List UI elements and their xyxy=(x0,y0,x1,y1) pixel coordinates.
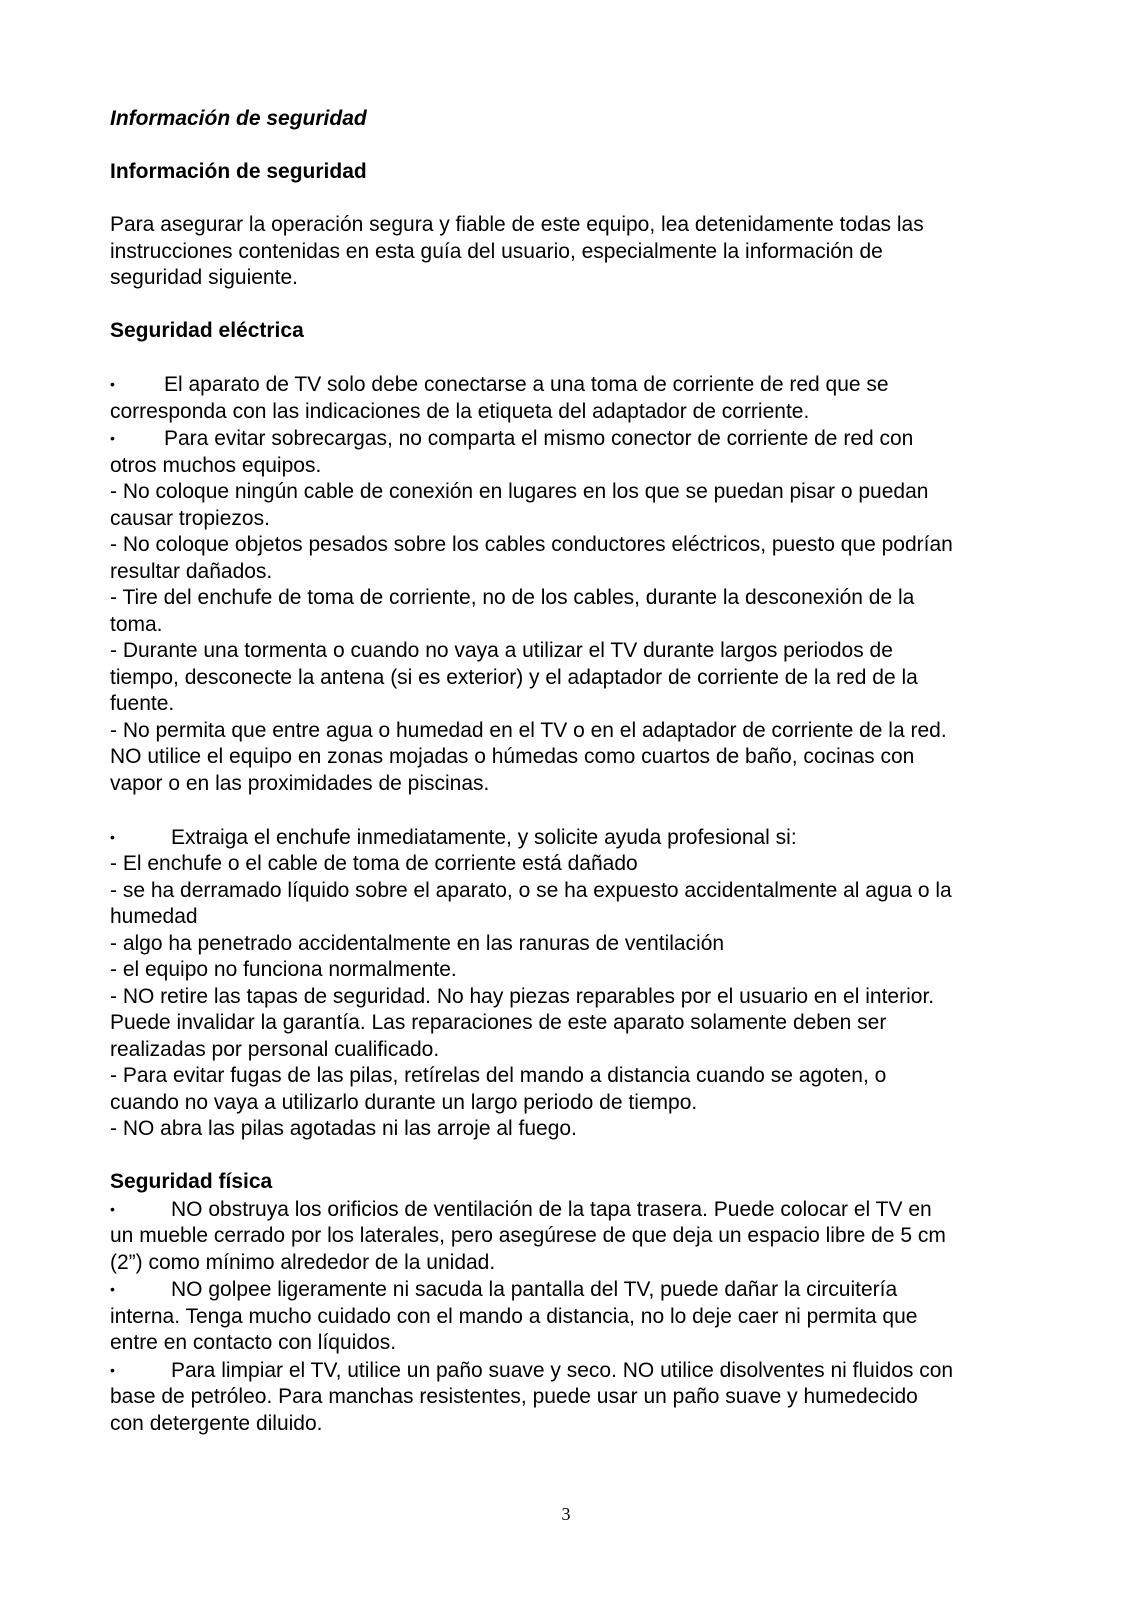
bullet-icon: • xyxy=(110,1200,115,1217)
section-heading: Información de seguridad xyxy=(110,160,367,183)
text-line: - Durante una tormenta o cuando no vaya a utilizar el TV durante largos periodos de xyxy=(110,639,893,662)
bullet-text: Para evitar sobrecargas, no comparta el mismo conector de corriente de red con xyxy=(164,427,914,450)
spacer xyxy=(110,345,1040,372)
text-line: humedad xyxy=(110,905,198,928)
text-line: - Para evitar fugas de las pilas, retírelas del mando a distancia cuando se agoten, o xyxy=(110,1064,887,1087)
document-title: Información de seguridad xyxy=(110,107,367,130)
text-line: base de petróleo. Para manchas resistentes, puede usar un paño suave y humedecido xyxy=(110,1385,918,1408)
bullet-item xyxy=(110,1196,1040,1224)
text-line: tiempo, desconecte la antena (si es exterior) y el adaptador de corriente de la red de la xyxy=(110,665,918,689)
text-line: interna. Tenga mucho cuidado con el mando a distancia, no lo deje caer ni permita que xyxy=(110,1304,918,1328)
text-line: entre en contacto con líquidos. xyxy=(110,1331,397,1354)
text-line: un mueble cerrado por los laterales, pero asegúrese de que deja un espacio libre de 5 cm xyxy=(110,1224,946,1247)
bullet-item xyxy=(110,1357,1040,1385)
bullet-icon: • xyxy=(110,376,115,392)
text-line: con detergente diluido. xyxy=(110,1411,323,1435)
text-line: realizadas por personal cualificado. xyxy=(110,1037,440,1061)
text-line: - NO retire las tapas de seguridad. No hay piezas reparables por el usuario en el interior. xyxy=(110,984,935,1008)
text-line: - se ha derramado líquido sobre el aparato, o se ha expuesto accidentalmente al agua o la xyxy=(110,878,952,902)
text-line: otros muchos equipos. xyxy=(110,453,322,477)
bullet-icon: • xyxy=(110,1361,115,1378)
bullet-icon: • xyxy=(110,828,115,845)
text-line: - el equipo no funciona normalmente. xyxy=(110,958,457,981)
text-line: - El enchufe o el cable de toma de corriente está dañado xyxy=(110,852,638,875)
electrical-safety-list xyxy=(110,371,1040,797)
text-line: Para asegurar la operación segura y fiable de este equipo, lea detenidamente todas las xyxy=(110,213,924,236)
text-line: causar tropiezos. xyxy=(110,506,270,530)
physical-safety-list xyxy=(110,1196,1040,1438)
text-line: instrucciones contenidas en esta guía del usuario, especialmente la información de xyxy=(110,239,883,263)
text-line: - No coloque ningún cable de conexión en lugares en los que se puedan pisar o puedan xyxy=(110,480,929,503)
text-line: seguridad siguiente. xyxy=(110,266,298,289)
text-line: toma. xyxy=(110,612,163,636)
text-line: resultar dañados. xyxy=(110,559,273,583)
bullet-text: NO golpee ligeramente ni sacuda la pantalla del TV, puede dañar la circuitería xyxy=(171,1278,898,1301)
electrical-safety-heading: Seguridad eléctrica xyxy=(110,319,304,342)
bullet-icon: • xyxy=(110,430,115,446)
page-number: 3 xyxy=(561,1504,571,1524)
spacer xyxy=(110,1143,1040,1170)
intro-paragraph xyxy=(110,212,1040,292)
bullet-text: Extraiga el enchufe inmediatamente, y solicite ayuda profesional si: xyxy=(171,825,797,849)
document-page xyxy=(110,106,1040,1437)
bullet-text: NO obstruya los orificios de ventilación de la tapa trasera. Puede colocar el TV en xyxy=(171,1197,932,1221)
bullet-item xyxy=(110,425,1040,453)
bullet-item xyxy=(110,824,1040,852)
text-line: corresponda con las indicaciones de la etiqueta del adaptador de corriente. xyxy=(110,399,810,423)
spacer xyxy=(110,133,1040,160)
bullet-item xyxy=(110,1276,1040,1304)
bullet-icon: • xyxy=(110,1281,115,1297)
text-line: (2”) como mínimo alrededor de la unidad. xyxy=(110,1250,496,1274)
physical-safety-heading: Seguridad física xyxy=(110,1170,273,1193)
text-line: vapor o en las proximidades de piscinas. xyxy=(110,771,490,795)
text-line: - Tire del enchufe de toma de corriente, no de los cables, durante la desconexión de la xyxy=(110,586,915,609)
bullet-text: El aparato de TV solo debe conectarse a una toma de corriente de red que se xyxy=(164,373,889,396)
text-line: - algo ha penetrado accidentalmente en las ranuras de ventilación xyxy=(110,931,725,955)
text-line: cuando no vaya a utilizarlo durante un largo periodo de tiempo. xyxy=(110,1090,698,1114)
text-line: fuente. xyxy=(110,692,175,715)
bullet-text: Para limpiar el TV, utilice un paño suave y seco. NO utilice disolventes ni fluidos con xyxy=(171,1358,954,1382)
text-line: Puede invalidar la garantía. Las reparaciones de este aparato solamente deben ser xyxy=(110,1011,887,1034)
text-line: - No coloque objetos pesados sobre los cables conductores eléctricos, puesto que podrían xyxy=(110,533,953,556)
text-line: - No permita que entre agua o humedad en el TV o en el adaptador de corriente de la red. xyxy=(110,718,947,742)
text-line: - NO abra las pilas agotadas ni las arroje al fuego. xyxy=(110,1117,577,1140)
spacer xyxy=(110,797,1040,824)
text-line: NO utilice el equipo en zonas mojadas o húmedas como cuartos de baño, cocinas con xyxy=(110,745,915,768)
spacer xyxy=(110,186,1040,213)
unplug-conditions-list xyxy=(110,824,1040,1143)
spacer xyxy=(110,292,1040,319)
bullet-item xyxy=(110,371,1040,399)
